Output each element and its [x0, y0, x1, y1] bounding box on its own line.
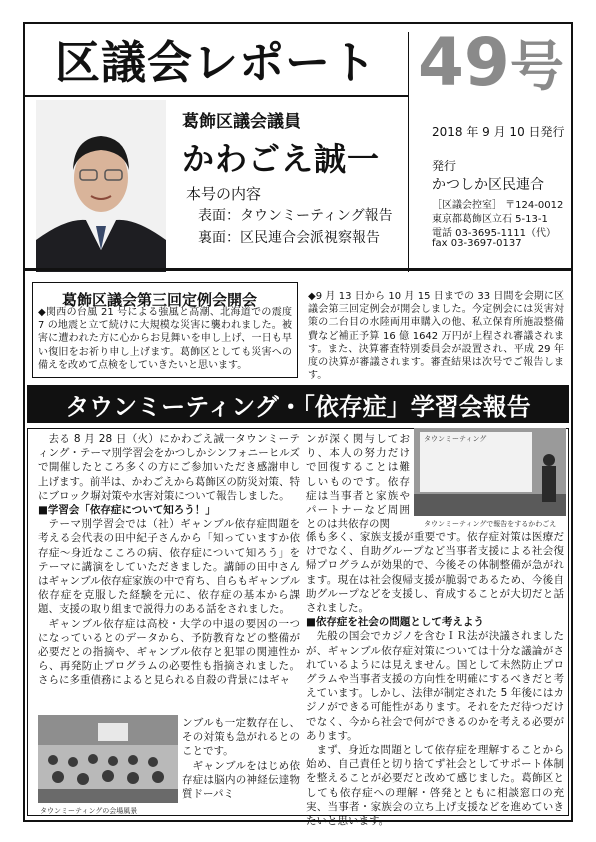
toc-item-back: 裏面：区民連合会派視察報告 — [198, 230, 380, 246]
toc-heading: 本号の内容 — [186, 185, 262, 203]
assembly-right-text: ◆9 月 13 日から 10 月 15 日までの 33 日間を会期に区議会第三回定例会が開会しました。今定例会には災害対策の二台目の水陸両用車購入の他、私立保育所施設整備費など補正予算 16 億 1642 万円が上程され審議されます。また、決算審査特別委員会が設置され、平成 29 年度の決算が審議されます。審査結果は次号でご報告します。 — [308, 291, 564, 382]
issue-date: 2018 年 9 月 10 日発行 — [432, 125, 565, 139]
article-para-7: 先般の国会でカジノを含むＩＲ法が決議されましたが、ギャンブル依存症対策については十分な議論がされているようには見えません。国として未然防止プログラムや当事者支援の方向性を明確にするべきだと考えています。しかし、法律が制定された 5 年後にはカジノができる可能性があります。それをただ待つだけでなく、今から社会で何ができるのかを考える必要があります。 — [306, 630, 564, 742]
office-postal: ［区議会控室］ 〒124-0012 — [432, 200, 564, 211]
office-fax: fax 03-3697-0137 — [432, 238, 522, 249]
article-intro: 去る 8 月 28 日（火）にかわごえ誠一タウンミーティング・テーマ別学習会をかつしかシンフォニーヒルズで開催したところ多くの方にご参加いただき感謝申し上げます。前半は、かわごえから葛飾区の防災対策、特にブロック塀対策や水害対策について報告しました。 — [38, 433, 300, 502]
member-role: 葛飾区議会議員 — [182, 112, 301, 132]
article-right-column — [306, 530, 564, 828]
publisher-label: 発行 — [432, 159, 457, 173]
office-address: 東京都葛飾区立石 5-13-1 — [432, 214, 548, 225]
article-para-2: ギャンブル依存症は高校・大学の中退の要因の一つになっているとのデータから、予防教育などの整備が必要だとの指摘や、ギャンブル依存と犯罪の関連性から、再発防止プログラムの必要性も指摘されました。さらに多重債務によると見られる自殺の背景にはギャ — [38, 617, 300, 687]
portrait-image — [36, 100, 166, 272]
issue-suffix: 号 — [509, 35, 564, 98]
header-divider — [408, 32, 409, 272]
article-para-4: ギャンブルをはじめ依存症は脳内の神経伝達物質ドーパミ — [182, 759, 300, 801]
article-right-top-text — [306, 432, 410, 531]
venue-image — [38, 715, 178, 803]
article-narrow-column — [182, 716, 300, 801]
article-banner: タウンミーティング・「依存症」学習会報告 — [27, 385, 569, 423]
article-para-6: 係も多く、家族支援が重要です。依存症対策は医療だけでなく、自助グループなど当事者支援による社会復帰プログラムが効果的で、今後その体制整備が急がれます。現在は社会復帰支援が脆弱であるため、今後自助グループなどを支援し、育成することが大切だと話されました。 — [306, 531, 564, 615]
article-para-3: ンブルも一定数存在し、その対策も急がれるとのことです。 — [182, 717, 300, 758]
toc-item-front: 表面：タウンミーティング報告 — [198, 208, 393, 224]
newsletter-title: 区議会レポート — [55, 36, 378, 89]
publisher-name: かつしか区民連合 — [432, 177, 544, 193]
header-bottom-rule — [23, 268, 573, 271]
subheading-study: ■学習会「依存症について知ろう！」 — [38, 504, 216, 517]
assembly-left-text: ◆関西の台風 21 号による強風と高潮、北海道での震度 7 の地震と立て続けに大規模な災害に襲われました。被害に遭われた方に心からお見舞いを申し上げ、一日も早い復旧をお祈り申し上げます。葛飾区としても災害への備えを改めて点検をしていきたいと思います。 — [38, 307, 292, 371]
member-name: かわごえ誠一 — [182, 140, 381, 178]
office-phone: 電話 03-3695-1111（代） — [432, 228, 557, 239]
title-rule — [23, 95, 408, 97]
article-para-1: テーマ別学習会では（社）ギャンブル依存症問題を考える会代表の田中紀子さんから「知っていますか依存症～身近なこころの病、依存症について知ろう」をテーマに講演をしていただきました。講師の田中さんはギャンブル依存症家族の中で育ち、自らもギャンブル依存症を克服した経験を元に、依存症の基本から課題、支援の取り組まで説得力のある話をされました。 — [38, 518, 300, 616]
article-left-column — [38, 432, 300, 688]
article-para-5: ンが深く関与しており、本人の努力だけで回復することは難しいものです。依存症は当事者と家族やパートナーなど周囲とのは共依存の関 — [306, 433, 410, 531]
speaker-photo-caption: タウンミーティングで報告をするかわごえ — [424, 520, 557, 528]
article-para-8: まず、身近な問題として依存症を理解することから始め、自己責任と切り捨てず社会としてサポート体制を整えることが必要だと改めて感じました。葛飾区としても依存症への理解・啓発とともに相談窓口の充実、当事者・家族会の立ち上げ支援などを進めていきたいと思います。 — [306, 744, 564, 828]
issue-number — [418, 24, 564, 101]
venue-photo — [38, 715, 178, 803]
screen-text: タウンミーティング — [424, 435, 487, 443]
member-photo — [36, 100, 166, 272]
issue-number-value: 49 — [418, 24, 510, 101]
venue-photo-caption: タウンミーティングの会場風景 — [40, 807, 138, 815]
assembly-heading: 葛飾区議会第三回定例会開会 — [62, 291, 258, 309]
subheading-society: ■依存症を社会の問題として考えよう — [306, 616, 484, 629]
